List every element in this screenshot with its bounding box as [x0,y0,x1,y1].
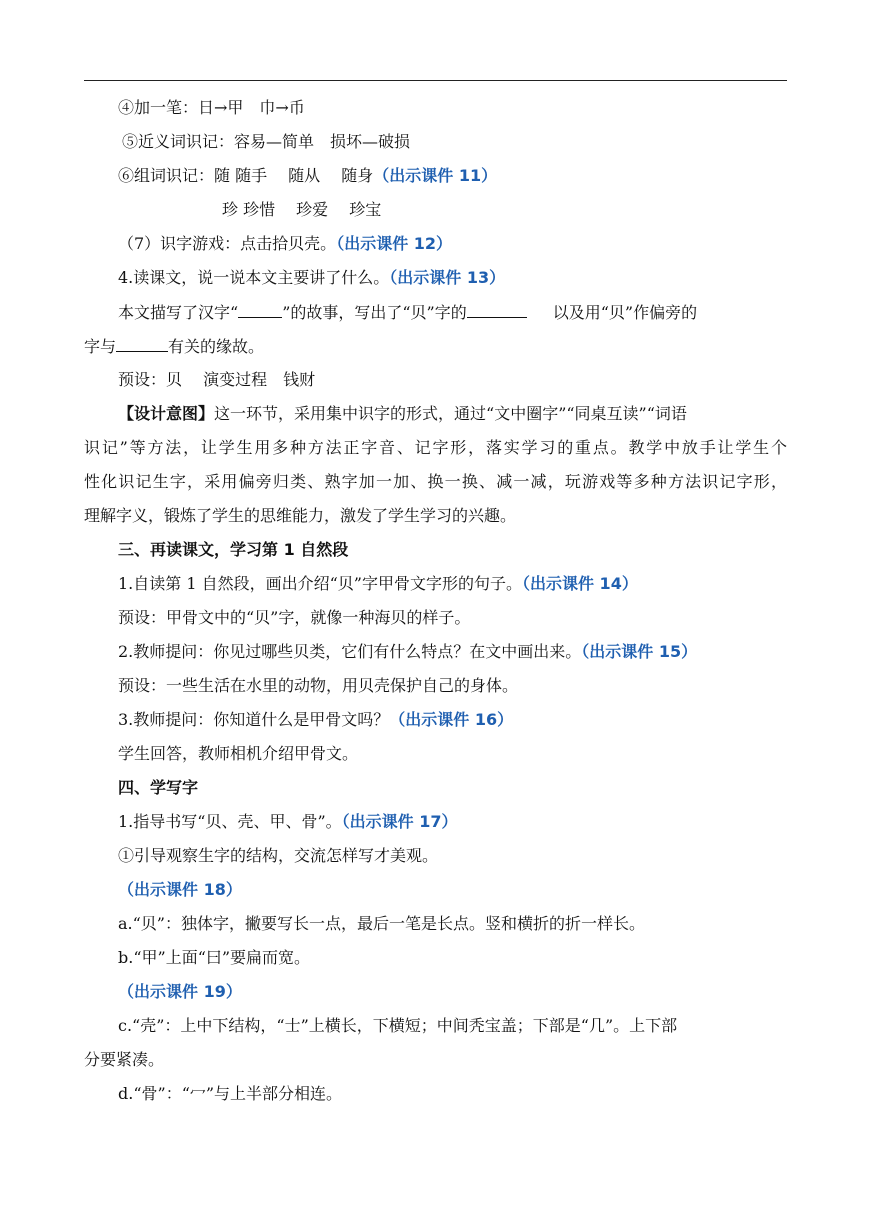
line-teacher-question-2 [118,710,513,730]
fill-text-d: 字与 [84,337,117,356]
section-heading-3: 三、再读课文，学习第 1 自然段 [118,540,349,559]
line-add-stroke: ④加一笔：日→甲 巾→币 [118,98,305,117]
line-char-bei: a.“贝”：独体字，撇要写长一点，最后一笔是长点。竖和横折的折一样长。 [118,914,645,933]
fill-text-e: 有关的缘故。 [168,337,265,356]
line-self-read-text: 1.自读第 1 自然段，画出介绍“贝”字甲骨文字形的句子。 [118,574,522,593]
line-word-groups-1-text: ⑥组词识记：随 随手 随从 随身 [118,166,374,185]
courseware-link-14[interactable]: （出示课件 14） [521,574,638,593]
line-observe-structure: ①引导观察生字的结构，交流怎样写才美观。 [118,846,439,865]
blank-3[interactable] [116,336,168,352]
design-intent-line-1 [118,404,687,424]
line-char-ke-cont: 分要紧凑。 [84,1050,165,1069]
line-char-ke: c.“壳”：上中下结构，“士”上横长，下横短；中间秃宝盖；下部是“几”。上下部 [118,1016,678,1035]
line-self-read [118,574,638,594]
line-fill-blank-2 [84,336,264,357]
courseware-link-13[interactable]: （出示课件 13） [389,268,506,287]
line-guide-writing [118,812,457,832]
line-fill-blank-1 [118,302,697,323]
line-word-groups-2: 珍 珍惜 珍爱 珍宝 [222,200,382,219]
courseware-link-17[interactable]: （出示课件 17） [341,812,458,831]
fill-text-c: 以及用“贝”作偏旁的 [552,303,698,322]
line-read-text-text: 4.读课文，说一说本文主要讲了什么。 [118,268,390,287]
line-game-text: （7）识字游戏：点击拾贝壳。 [118,234,337,253]
blank-1[interactable] [238,302,282,318]
line-char-jia: b.“甲”上面“曰”要扁而宽。 [118,948,311,967]
line-teacher-question-1-text: 2.教师提问：你见过哪些贝类，它们有什么特点？在文中画出来。 [118,642,582,661]
courseware-link-12[interactable]: （出示课件 12） [336,234,453,253]
line-read-text [118,268,505,288]
line-guide-writing-text: 1.指导书写“贝、壳、甲、骨”。 [118,812,342,831]
fill-text-a: 本文描写了汉字“ [118,303,239,322]
header-rule [84,80,787,81]
line-preset-answer: 预设：贝 演变过程 钱财 [118,370,316,389]
design-intent-line-2: 识记”等方法，让学生用多种方法正字音、记字形，落实学习的重点。教学中放手让学生个 [84,438,787,457]
line-teacher-question-1 [118,642,697,662]
line-game [118,234,452,254]
line-preset-shell: 预设：一些生活在水里的动物，用贝壳保护自己的身体。 [118,676,519,695]
courseware-link-19[interactable]: （出示课件 19） [118,982,242,1001]
design-intent-text-1: 这一环节，采用集中识字的形式，通过“文中圈字”“同桌互读”“词语 [214,404,687,423]
fill-text-b: ”的故事，写出了“贝”字的 [282,303,467,322]
line-synonyms: ⑤近义词识记：容易—简单 损坏—破损 [122,132,411,151]
courseware-link-11[interactable]: （出示课件 11） [373,166,498,185]
courseware-link-15[interactable]: （出示课件 15） [581,642,698,661]
courseware-link-16[interactable]: （出示课件 16） [389,710,514,729]
line-char-gu: d.“骨”：“冖”与上半部分相连。 [118,1084,343,1103]
design-intent-line-3: 性化识记生字，采用偏旁归类、熟字加一加、换一换、减一减，玩游戏等多种方法识记字形， [84,472,787,491]
line-student-answer: 学生回答，教师相机介绍甲骨文。 [118,744,359,763]
section-heading-4: 四、学写字 [118,778,199,797]
line-teacher-question-2-text: 3.教师提问：你知道什么是甲骨文吗？ [118,710,390,729]
blank-2[interactable] [467,302,527,318]
design-intent-line-4: 理解字义，锻炼了学生的思维能力，激发了学生学习的兴趣。 [84,506,517,525]
line-word-groups-1 [118,166,497,186]
line-preset-oracle: 预设：甲骨文中的“贝”字，就像一种海贝的样子。 [118,608,471,627]
design-intent-label: 【设计意图】 [118,404,215,423]
courseware-link-18[interactable]: （出示课件 18） [118,880,242,899]
